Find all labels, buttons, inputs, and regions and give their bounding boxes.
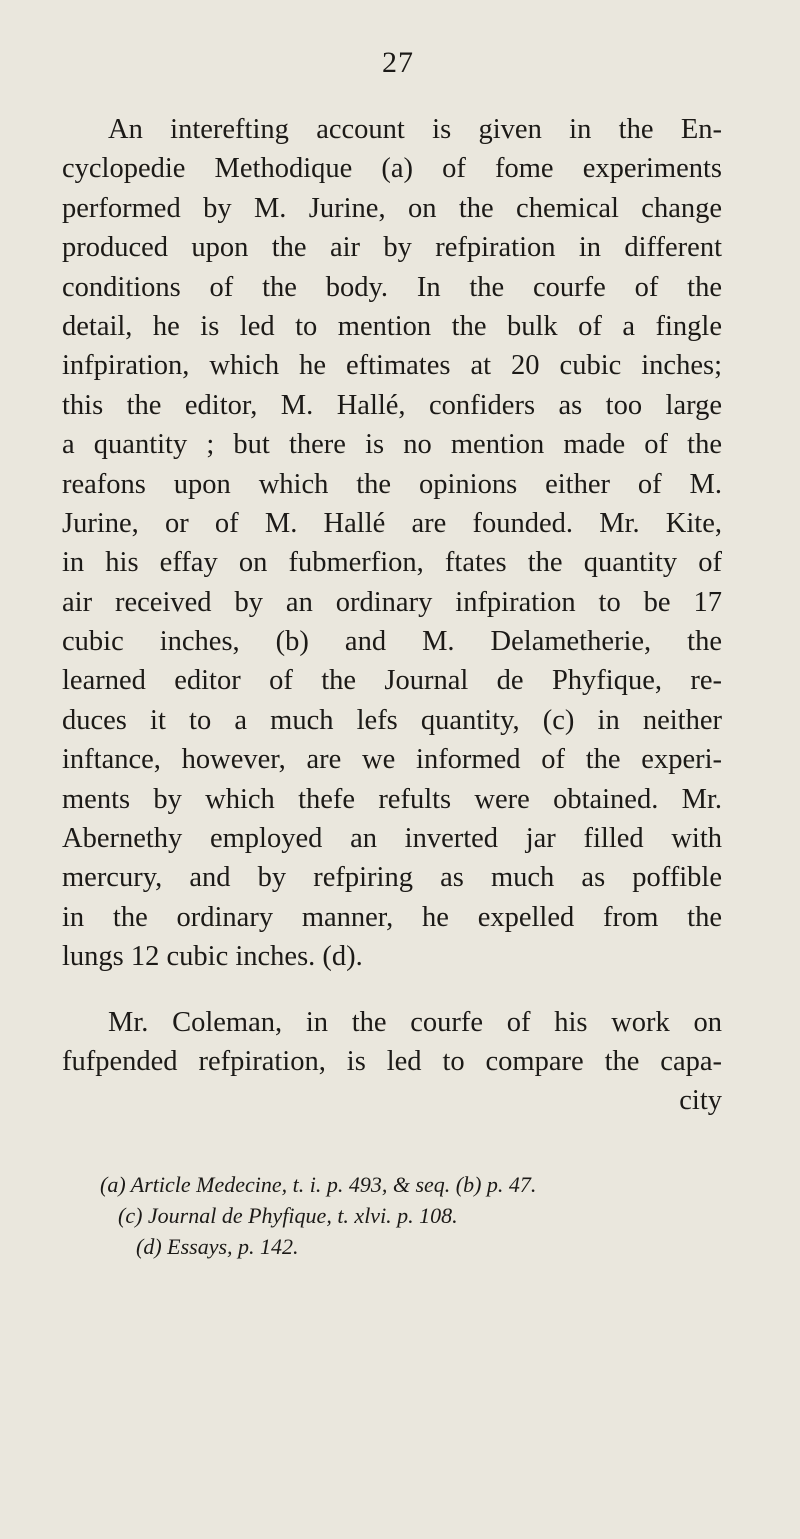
text-line: in the ordinary manner, he expelled from the [62, 901, 722, 933]
text-line: ments by which thefe refults were obtained. Mr. [62, 783, 722, 815]
text-line: An interefting account is given in the En- [108, 114, 722, 145]
text-line: Abernethy employed an inverted jar filled with [62, 823, 722, 855]
main-text [62, 110, 722, 1121]
page-number: 27 [382, 46, 414, 79]
footnotes [100, 1169, 740, 1262]
text-line: infpiration, which he eftimates at 20 cubic inches; [62, 350, 722, 382]
text-line: in his effay on fubmerfion, ftates the quantity of [62, 547, 722, 579]
text-line: fufpended refpiration, is led to compare the capa- [62, 1045, 722, 1077]
text-line: mercury, and by refpiring as much as poffible [62, 862, 722, 894]
text-line: Mr. Coleman, in the courfe of his work on [108, 1006, 722, 1038]
text-line: performed by M. Jurine, on the chemical change [62, 192, 722, 224]
text-line: inftance, however, are we informed of the experi- [62, 744, 722, 776]
text-line: this the editor, M. Hallé, confiders as too large [62, 389, 722, 421]
text-line: cyclopedie Methodique (a) of fome experiments [62, 153, 722, 185]
text-line: conditions of the body. In the courfe of the [62, 271, 722, 303]
footnote: (c) Journal de Phyfique, t. xlvi. p. 108. [118, 1203, 458, 1228]
text-line: cubic inches, (b) and M. Delametherie, the [62, 626, 722, 658]
text-line: air received by an ordinary infpiration to be 17 [62, 586, 722, 618]
footnote: (a) Article Medecine, t. i. p. 493, & seq. (b) p. 47. [100, 1172, 537, 1197]
paragraph-gap [62, 977, 722, 1003]
footnote: (d) Essays, p. 142. [136, 1234, 299, 1259]
text-line: learned editor of the Journal de Phyfique, re- [62, 665, 722, 697]
text-line: duces it to a much lefs quantity, (c) in neither [62, 704, 722, 736]
text-line: lungs 12 cubic inches. (d). [62, 941, 363, 973]
text-line: reafons upon which the opinions either of M. [62, 468, 722, 500]
text-line: produced upon the air by refpiration in different [62, 232, 722, 264]
text-line: Jurine, or of M. Hallé are founded. Mr. Kite, [62, 507, 722, 539]
catchword: city [679, 1085, 722, 1117]
text-line: detail, he is led to mention the bulk of a fingle [62, 310, 722, 342]
text-line: a quantity ; but there is no mention made of the [62, 429, 722, 461]
